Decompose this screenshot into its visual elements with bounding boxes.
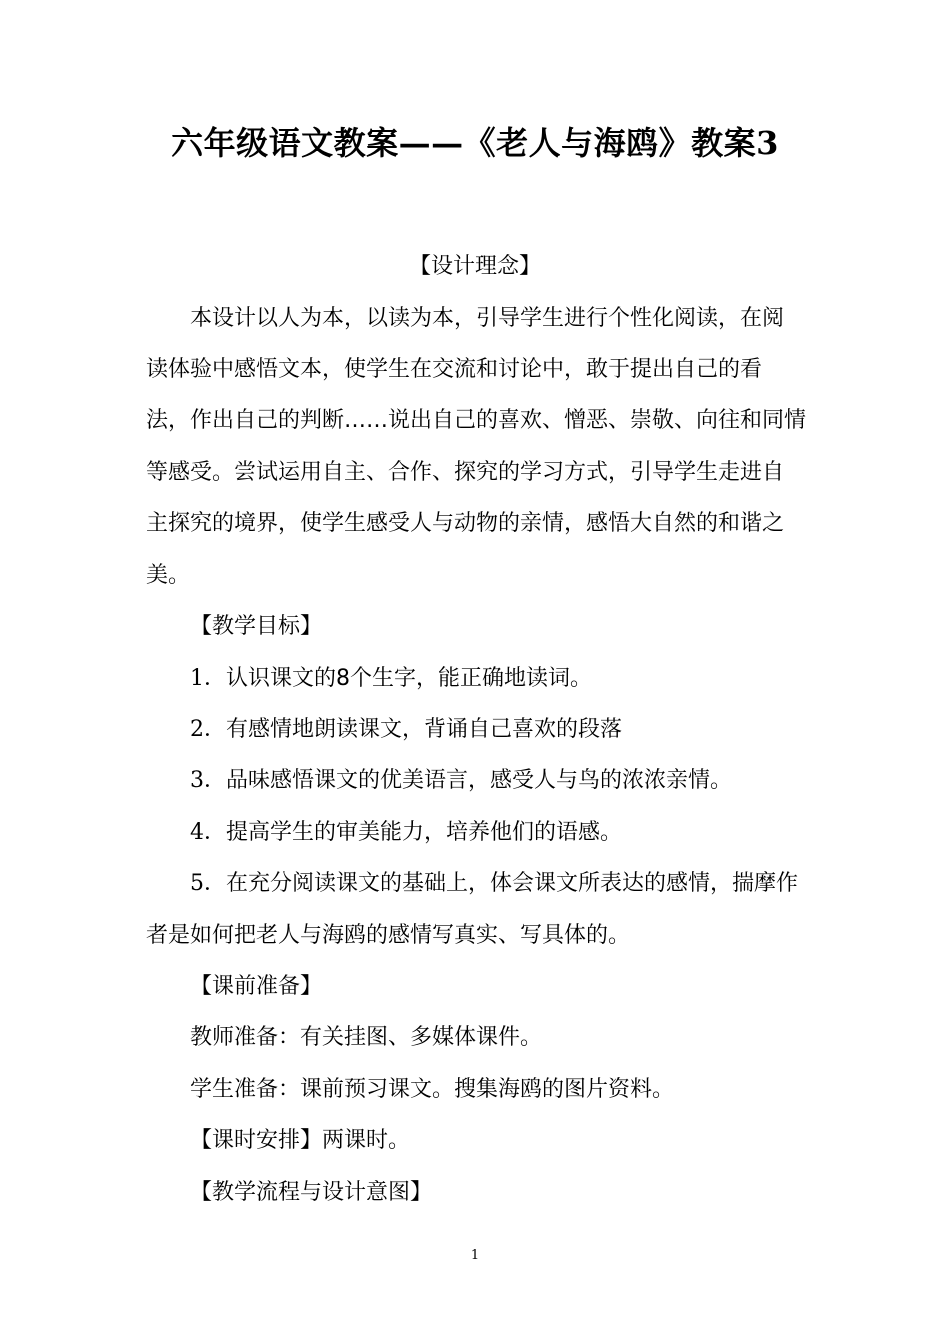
goal-text: ．提高学生的审美能力，培养他们的语感。 xyxy=(204,820,623,845)
student-prep: 学生准备：课前预习课文。搜集海鸥的图片资料。 xyxy=(190,1077,675,1102)
design-concept-line-1: 本设计以人为本，以读为本，引导学生进行个性化阅读，在阅 xyxy=(190,306,785,331)
document-title: 六年级语文教案——《老人与海鸥》教案3 xyxy=(171,124,779,162)
goal-text: ．认识课文的8个生字，能正确地读词。 xyxy=(204,666,592,691)
page-number: 1 xyxy=(470,1248,480,1263)
goal-number: 3 xyxy=(190,768,204,793)
goal-number: 5 xyxy=(190,871,204,896)
design-concept-line-2: 读体验中感悟文本，使学生在交流和讨论中，敢于提出自己的看 xyxy=(146,357,763,382)
design-concept-line-3: 法，作出自己的判断……说出自己的喜欢、憎恶、崇敬、向往和同情 xyxy=(146,408,807,433)
goal-text: ．在充分阅读课文的基础上，体会课文所表达的感情，揣摩作 xyxy=(204,871,799,896)
goal-number: 4 xyxy=(190,820,204,845)
goal-number: 2 xyxy=(190,717,204,742)
goals-heading: 【教学目标】 xyxy=(190,614,323,639)
design-concept-line-6: 美。 xyxy=(146,563,191,588)
goal-item-3 xyxy=(0,766,950,796)
prep-heading: 【课前准备】 xyxy=(190,974,323,999)
design-concept-line-5: 主探究的境界，使学生感受人与动物的亲情，感悟大自然的和谐之 xyxy=(146,511,785,536)
design-concept-line-4: 等感受。尝试运用自主、合作、探究的学习方式，引导学生走进自 xyxy=(146,460,785,485)
goal-item-5-continued: 者是如何把老人与海鸥的感情写真实、写具体的。 xyxy=(146,923,631,948)
goal-item-1 xyxy=(0,664,950,694)
design-concept-heading: 【设计理念】 xyxy=(408,254,541,279)
goal-number: 1 xyxy=(190,666,204,691)
flow-heading: 【教学流程与设计意图】 xyxy=(190,1180,433,1205)
goal-text: ．有感情地朗读课文，背诵自己喜欢的段落 xyxy=(204,717,623,742)
teacher-prep: 教师准备：有关挂图、多媒体课件。 xyxy=(190,1025,543,1050)
goal-item-2 xyxy=(0,715,950,745)
schedule: 【课时安排】两课时。 xyxy=(190,1128,411,1153)
goal-item-5 xyxy=(0,869,950,899)
goal-text: ．品味感悟课文的优美语言，感受人与鸟的浓浓亲情。 xyxy=(204,768,733,793)
goal-item-4 xyxy=(0,818,950,848)
